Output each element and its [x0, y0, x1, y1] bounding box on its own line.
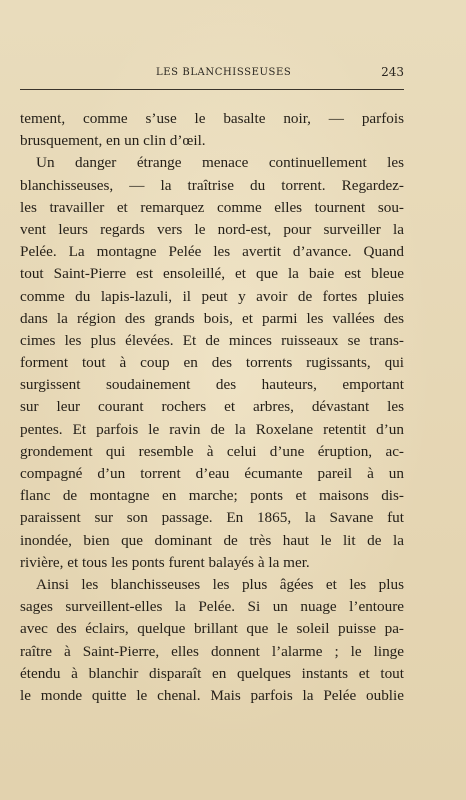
text-line: Ainsi les blanchisseuses les plus âgées et les plus	[36, 575, 404, 593]
text-line: comme du lapis-lazuli, il peut y avoir de fortes pluies	[20, 287, 404, 305]
text-line: sur leur courant rochers et arbres, dévastant les	[20, 398, 404, 416]
text-line: compagné d’un torrent d’eau écumante pareil à un	[20, 465, 404, 482]
running-title: LES BLANCHISSEUSES	[156, 67, 292, 78]
text-line: sages surveillent-elles la Pelée. Si un nuage l’entoure	[20, 598, 404, 616]
text-line: rivière, et tous les ponts furent balayés à la mer.	[20, 553, 310, 571]
text-line: Pelée. La montagne Pelée les avertit d’avance. Quand	[20, 243, 404, 261]
page-number: 243	[381, 65, 404, 79]
text-line: Un danger étrange menace continuellement les	[36, 154, 404, 172]
text-line: brusquement, en un clin d’œil.	[20, 132, 206, 150]
text-line: flanc de montagne en marche; ponts et maisons dis-	[20, 487, 404, 505]
body-text	[20, 108, 404, 707]
header-rule	[20, 89, 404, 90]
text-line: avec des éclairs, quelque brillant que le soleil puisse pa-	[20, 620, 404, 638]
page-header	[20, 67, 404, 87]
text-line: blanchisseuses, — la traîtrise du torrent. Regardez-	[20, 176, 404, 194]
text-line: dans la région des grands bois, et parmi les vallées des	[20, 309, 404, 327]
text-line: raître à Saint-Pierre, elles donnent l’alarme ; le linge	[20, 642, 404, 660]
text-line: vent leurs regards vers le nord-est, pour surveiller la	[20, 220, 404, 238]
text-line: inondée, bien que dominant de très haut le lit de la	[20, 531, 404, 549]
text-line: surgissent soudainement des hauteurs, emportant	[20, 376, 404, 394]
text-line: cimes les plus élevées. Et de minces ruisseaux se trans-	[20, 331, 404, 349]
text-line: tement, comme s’use le basalte noir, — parfois	[20, 110, 404, 127]
text-line: les travailler et remarquez comme elles tournent sou-	[20, 198, 404, 216]
text-line: forment tout à coup en des torrents rugissants, qui	[20, 354, 404, 372]
text-line: tout Saint-Pierre est ensoleillé, et que la baie est bleue	[20, 265, 404, 283]
text-line: étendu à blanchir disparaît en quelques instants et tout	[20, 664, 404, 682]
text-line: pentes. Et parfois le ravin de la Roxelane retentit d’un	[20, 420, 404, 438]
text-line: grondement qui resemble à celui d’une éruption, ac-	[20, 442, 404, 460]
text-line: paraissent sur son passage. En 1865, la Savane fut	[20, 509, 404, 527]
text-line: le monde quitte le chenal. Mais parfois la Pelée oublie	[20, 686, 404, 704]
